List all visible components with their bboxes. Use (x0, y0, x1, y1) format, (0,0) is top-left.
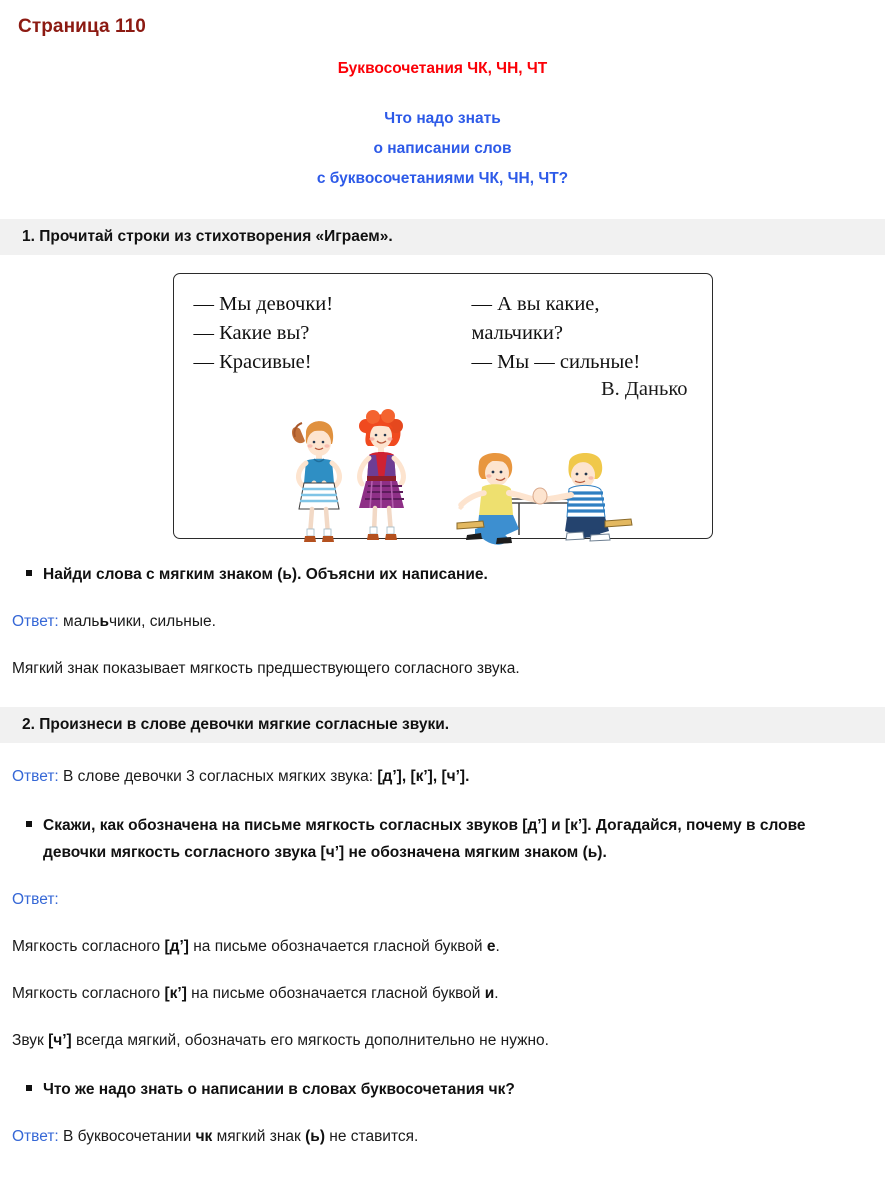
poem-line: — Мы — сильные! (471, 350, 641, 373)
list-item (26, 561, 885, 588)
poem-column-right (472, 290, 692, 377)
two-boys-illustration (449, 443, 639, 552)
bullet-text: Что же надо знать о написании в словах буквосочетания чк? (43, 1080, 515, 1098)
square-bullet-icon (26, 1085, 32, 1091)
answer-line (12, 610, 885, 635)
answer-text: В слове девочки 3 согласных мягких звука: (58, 768, 378, 786)
exp-d-pre: Мягкость согласного (12, 938, 165, 956)
soft-sign-paren: (ь) (305, 1127, 325, 1145)
answer-label: Ответ: (12, 1127, 59, 1145)
explanation-ch (12, 1029, 885, 1054)
final-answer-line (12, 1125, 885, 1150)
answer-part-1: маль (58, 612, 100, 630)
poem-line: — Красивые! (193, 350, 312, 373)
answer-label: Ответ: (12, 891, 59, 909)
guiding-question (0, 104, 885, 195)
lesson-title: Буквосочетания ЧК, ЧН, ЧТ (337, 60, 548, 77)
exp-ch-pre: Звук (12, 1031, 49, 1049)
exp-d-end: . (495, 938, 500, 956)
poem-author: В. Данько (601, 377, 688, 400)
answer-part-2: чики, силь (108, 612, 184, 630)
guiding-question-line-3: с буквосочетаниями ЧК, ЧН, ЧТ? (316, 170, 569, 188)
exp-k-pre: Мягкость согласного (12, 985, 165, 1003)
final-answer-mid: мягкий знак (212, 1127, 306, 1145)
poem-line: — Мы девочки! (193, 292, 334, 315)
poem-card (173, 273, 713, 539)
bullet-text (43, 812, 845, 866)
final-answer-pre: В буквосочетании (58, 1127, 196, 1145)
poem-column-left (194, 290, 472, 377)
list-item (26, 812, 885, 866)
sound-d: [д’] (164, 938, 189, 956)
square-bullet-icon (26, 570, 32, 576)
bullet-line-2: почему в слове девочки мягкость согласного звука [ч’] не обозначена мягким знаком (43, 817, 806, 862)
guiding-question-line-2: о написании слов (373, 140, 512, 158)
poem-card-wrapper (0, 273, 885, 539)
soft-sign-1: ь (99, 612, 109, 630)
exp-k-end: . (494, 985, 499, 1003)
page-title: Страница 110 (18, 16, 146, 37)
answer-label: Ответ: (12, 768, 59, 786)
guiding-question-line-1: Что надо знать (384, 110, 501, 127)
exercise-2-heading: 2. Произнеси в слове девочки мягкие согласные звуки. (0, 707, 885, 743)
bottom-spacer (0, 1150, 885, 1176)
poem-line: — А вы какие, (471, 292, 600, 315)
square-bullet-icon (26, 821, 32, 827)
sound-ch: [ч’] (48, 1031, 72, 1049)
poem-line: — Какие вы? (193, 321, 310, 344)
explanation-d (12, 935, 885, 960)
exp-d-mid: на письме обозначается гласной буквой (188, 938, 487, 956)
final-answer-end: не ставится. (324, 1127, 419, 1145)
answer-part-3: ные. (183, 612, 216, 630)
list-item (26, 1076, 885, 1103)
explanation-text: Мягкий знак показывает мягкость предшествующего согласного звука. (12, 659, 520, 677)
exp-ch-end: всегда мягкий, обозначать его мягкость дополнительно не нужно. (71, 1031, 549, 1049)
answer-label-standalone (12, 888, 885, 913)
letter-i: и (484, 985, 495, 1003)
letter-e: е (486, 938, 496, 956)
poem-text (194, 290, 692, 377)
answer-line (12, 765, 885, 790)
illustrations-row (194, 403, 692, 551)
two-girls-illustration (276, 403, 436, 555)
poem-line: мальчики? (471, 321, 563, 344)
explanation-k (12, 982, 885, 1007)
bullet-line-1: Скажи, как обозначена на письме мягкость согласных звуков [д’] и [к’]. Догадайся, (43, 817, 682, 835)
bullet-line-3: (ь). (582, 844, 607, 862)
soft-consonant-sounds: [д’], [к’], [ч’]. (377, 768, 470, 786)
exercise-1-heading: 1. Прочитай строки из стихотворения «Играем». (0, 219, 885, 255)
combo-chk: чк (195, 1127, 213, 1145)
sound-k: [к’] (164, 985, 187, 1003)
bullet-text: Найди слова с мягким знаком (ь). Объясни их написание. (43, 565, 488, 583)
exp-k-mid: на письме обозначается гласной буквой (186, 985, 485, 1003)
answer-label: Ответ: (12, 612, 59, 630)
